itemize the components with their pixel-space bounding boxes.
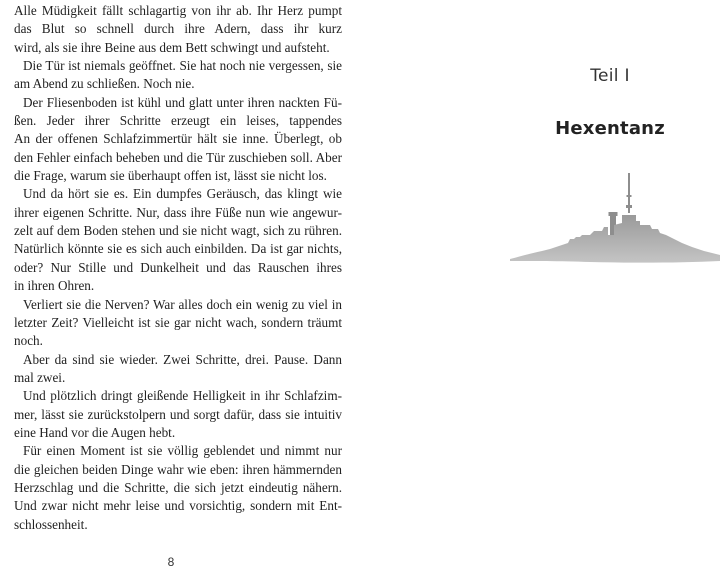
part-label: Teil I — [590, 66, 630, 86]
page-number: 8 — [167, 555, 175, 569]
part-title: Hexentanz — [555, 118, 665, 139]
text-line: am Abend zu schließen. Noch nie. — [14, 76, 195, 92]
text-line: in ihren Ohren. — [14, 278, 95, 294]
text-line: mal zwei. — [14, 369, 66, 385]
text-line: Natürlich könnte sie es sich auch einbilden. Da ist gar nichts, — [14, 241, 342, 257]
text-line: die gleichen beiden Dinge wahr wie eben: ihren hämmernden — [14, 461, 342, 477]
text-line: Für einen Moment ist sie völlig geblendet und nimmt nur — [23, 443, 342, 459]
text-line: schlossenheit. — [14, 516, 88, 532]
text-line: wird, als sie ihre Beine aus dem Bett schwingt und aufsteht. — [14, 39, 330, 55]
text-line: oder? Nur Stille und Dunkelheit und das Rauschen ihres — [14, 259, 342, 275]
text-line: Und zwar nicht mehr leise und vorsichtig, sondern mit Ent- — [14, 498, 342, 514]
text-line: zelt auf dem Boden stehen und sie nicht wagt, sich zu rühren. — [14, 223, 342, 239]
text-line: Und plötzlich dringt gleißende Helligkeit in ihr Schlafzim- — [23, 388, 342, 404]
text-line: mer, lässt sie zurückstolpern und sorgt dafür, dass sie intuitiv — [14, 406, 342, 422]
body-text — [14, 2, 342, 534]
mountain-skyline-icon — [510, 165, 720, 275]
text-line: An der offenen Schlafzimmertür hält sie inne. Überlegt, ob — [14, 131, 342, 147]
text-line: den Fehler einfach beheben und die Tür zuschieben soll. Aber — [14, 149, 342, 165]
right-page — [360, 0, 720, 570]
text-line: Aber da sind sie wieder. Zwei Schritte, drei. Pause. Dann — [23, 351, 342, 367]
text-line: ihrer eigenen Schritte. Nur, dass ihre Füße nun wie angewur- — [14, 204, 342, 220]
text-line: eine Hand vor die Augen hebt. — [14, 424, 176, 440]
text-line: das Blut so schnell durch ihre Adern, dass ihr kurz — [14, 21, 342, 37]
text-line: die Frage, warum sie überhaupt offen ist, lässt sie nicht los. — [14, 168, 327, 184]
text-line: Der Fliesenboden ist kühl und glatt unter ihren nackten Fü- — [23, 94, 342, 110]
text-line: ßen. Jeder ihrer Schritte erzeugt ein leises, tappendes — [14, 113, 342, 129]
text-line: letzter Zeit? Vielleicht ist sie gar nicht wach, sondern träumt — [14, 314, 342, 330]
text-line: Verliert sie die Nerven? War alles doch ein wenig zu viel in — [23, 296, 342, 312]
text-line: Alle Müdigkeit fällt schlagartig von ihr ab. Ihr Herz pumpt — [14, 3, 342, 18]
text-line: Und da hört sie es. Ein dumpfes Geräusch, das klingt wie — [23, 186, 342, 202]
text-line: Herzschlag und die Schritte, die sich jetzt eindeutig nähern. — [14, 479, 342, 495]
text-line: Die Tür ist niemals geöffnet. Sie hat noch nie vergessen, sie — [23, 58, 342, 74]
text-line: noch. — [14, 333, 43, 349]
